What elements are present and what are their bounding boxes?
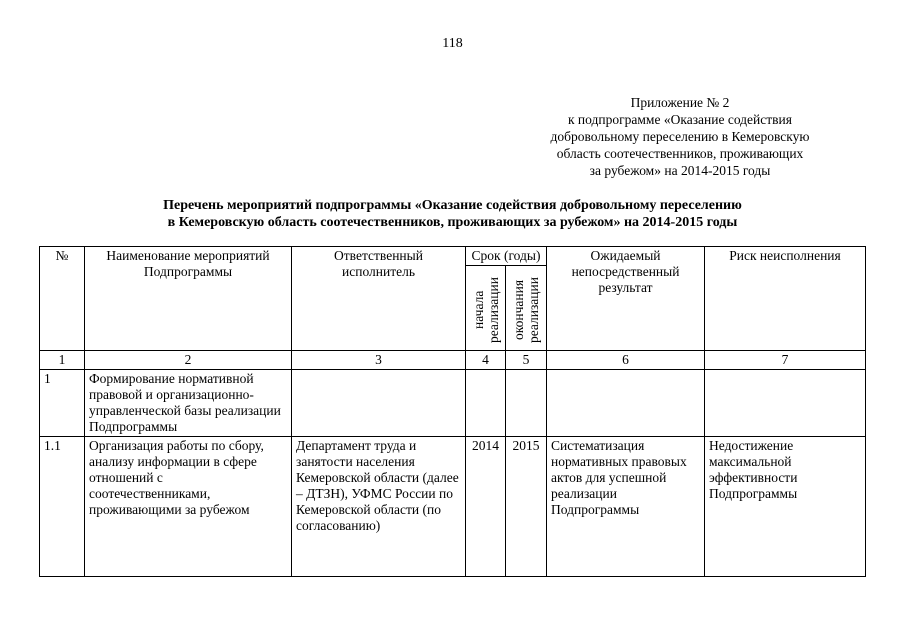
column-number: 4	[466, 351, 506, 370]
header-result: Ожидаемый непосредственный результат	[547, 247, 705, 351]
row-start	[466, 370, 506, 437]
column-number: 2	[85, 351, 292, 370]
row-result: Систематизация нормативных правовых актов для успешной реализации Подпрограммы	[547, 437, 705, 577]
appendix-line: область соотечественников, проживающих	[556, 146, 804, 161]
row-executor	[292, 370, 466, 437]
header-start-cell	[466, 266, 506, 351]
header-term: Срок (годы)	[466, 247, 547, 266]
appendix-line: за рубежом» на 2014-2015 годы	[589, 163, 771, 178]
row-num: 1.1	[40, 437, 85, 577]
column-number: 6	[547, 351, 705, 370]
header-start: начала реализации	[470, 277, 501, 343]
appendix-line: добровольному переселению в Кемеровскую	[550, 129, 810, 144]
row-name: Формирование нормативной правовой и организационно-управленческой базы реализации Подпрограммы	[85, 370, 292, 437]
header-num: №	[40, 247, 85, 351]
row-start: 2014	[466, 437, 506, 577]
header-executor: Ответственный исполнитель	[292, 247, 466, 351]
header-name: Наименование мероприятий Подпрограммы	[85, 247, 292, 351]
column-number-row	[40, 351, 866, 370]
appendix-line: к подпрограмме «Оказание содействия	[568, 112, 792, 127]
row-end: 2015	[506, 437, 547, 577]
title-line-2: в Кемеровскую область соотечественников, проживающих за рубежом» на 2014-2015 годы	[167, 215, 738, 230]
table-row	[40, 437, 866, 577]
header-end: окончания реализации	[511, 277, 541, 343]
column-number: 1	[40, 351, 85, 370]
row-result	[547, 370, 705, 437]
column-number: 3	[292, 351, 466, 370]
appendix-note	[530, 94, 830, 179]
column-number: 5	[506, 351, 547, 370]
header-end-cell	[506, 266, 547, 351]
row-risk: Недостижение максимальной эффективности Подпрограммы	[705, 437, 866, 577]
row-name: Организация работы по сбору, анализу информации в сфере отношений с соотечественниками, проживающими за рубежом	[85, 437, 292, 577]
header-risk: Риск неисполнения	[705, 247, 866, 351]
document-title	[0, 197, 905, 231]
title-line-1: Перечень мероприятий подпрограммы «Оказание содействия добровольному переселению	[163, 198, 742, 213]
page-number: 118	[442, 36, 463, 51]
appendix-line: Приложение № 2	[630, 95, 730, 110]
row-num: 1	[40, 370, 85, 437]
row-risk	[705, 370, 866, 437]
table-row	[40, 370, 866, 437]
activities-table	[39, 246, 866, 577]
row-end	[506, 370, 547, 437]
row-executor: Департамент труда и занятости населения Кемеровской области (далее – ДТЗН), УФМС России по Кемеровской области (по согласованию)	[292, 437, 466, 577]
column-number: 7	[705, 351, 866, 370]
